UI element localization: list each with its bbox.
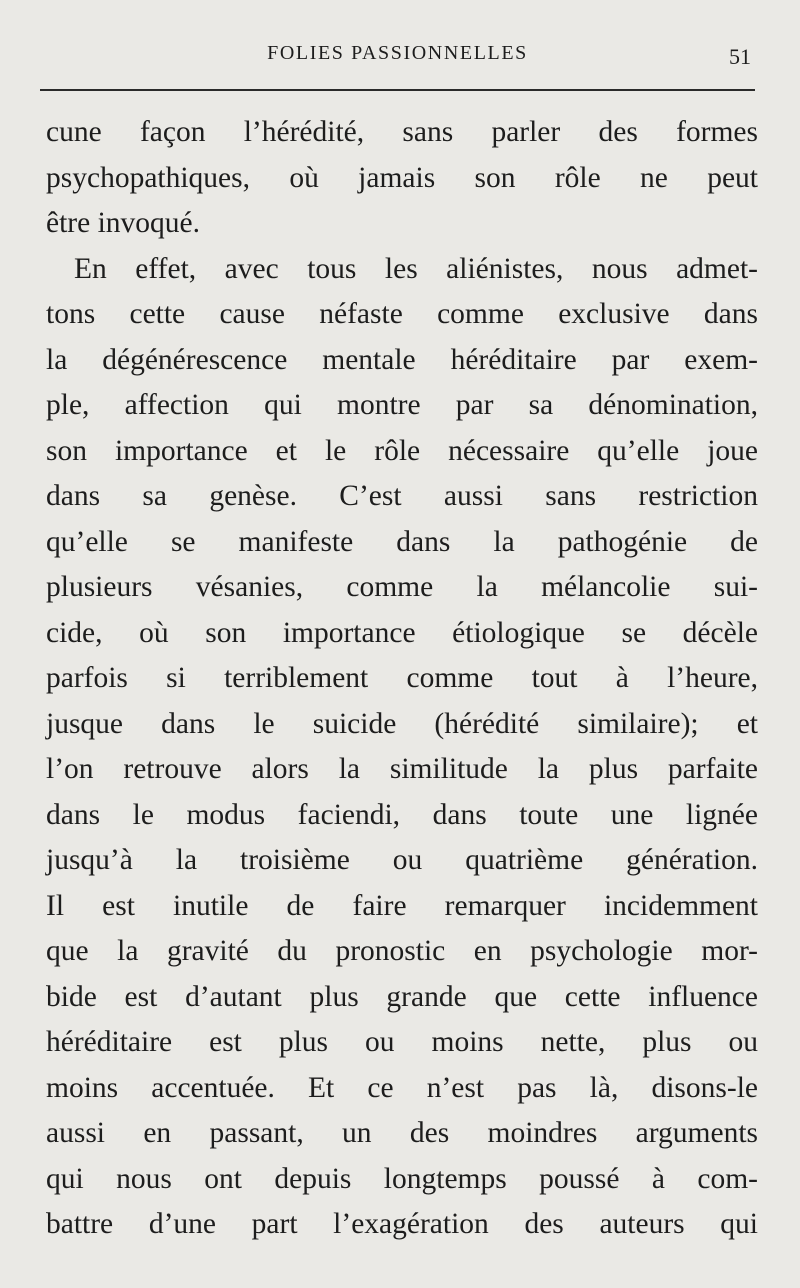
header-rule — [40, 89, 755, 91]
page-number: 51 — [729, 44, 751, 69]
text-line: la dégénérescence mentale héréditaire par exem- — [46, 343, 758, 376]
text-line: dans sa genèse. C’est aussi sans restriction — [46, 480, 758, 512]
text-line: héréditaire est plus ou moins nette, plus ou — [46, 1026, 758, 1058]
text-line: que la gravité du pronostic en psychologie mor- — [46, 935, 758, 967]
text-line: cune façon l’hérédité, sans parler des formes — [46, 116, 758, 148]
text-line: jusqu’à la troisième ou quatrième génération. — [46, 844, 758, 876]
text-line: En effet, avec tous les aliénistes, nous admet- — [74, 252, 758, 285]
running-title: FOLIES PASSIONNELLES — [267, 42, 528, 64]
text-line: moins accentuée. Et ce n’est pas là, disons-le — [46, 1071, 758, 1104]
text-line: bide est d’autant plus grande que cette influence — [46, 980, 758, 1013]
text-line: parfois si terriblement comme tout à l’heure, — [46, 662, 758, 694]
text-line: jusque dans le suicide (hérédité similaire); et — [46, 707, 758, 740]
text-line: aussi en passant, un des moindres arguments — [46, 1117, 758, 1149]
running-head — [40, 40, 755, 76]
text-line: battre d’une part l’exagération des auteurs qui — [46, 1208, 758, 1240]
text-line: psychopathiques, où jamais son rôle ne peut — [46, 161, 758, 194]
body-text — [46, 110, 758, 1248]
text-line: ple, affection qui montre par sa dénomination, — [46, 389, 758, 421]
text-line: l’on retrouve alors la similitude la plus parfaite — [46, 753, 758, 785]
text-line: dans le modus faciendi, dans toute une lignée — [46, 798, 758, 831]
text-line: être invoqué. — [46, 207, 200, 239]
text-line: qu’elle se manifeste dans la pathogénie de — [46, 525, 758, 558]
text-line: plusieurs vésanies, comme la mélancolie sui- — [46, 571, 758, 603]
text-line: son importance et le rôle nécessaire qu’elle joue — [46, 434, 758, 467]
text-line: tons cette cause néfaste comme exclusive dans — [46, 298, 758, 330]
text-line: qui nous ont depuis longtemps poussé à com- — [46, 1162, 758, 1195]
text-line: Il est inutile de faire remarquer incidemment — [46, 889, 758, 922]
text-line: cide, où son importance étiologique se décèle — [46, 616, 758, 649]
